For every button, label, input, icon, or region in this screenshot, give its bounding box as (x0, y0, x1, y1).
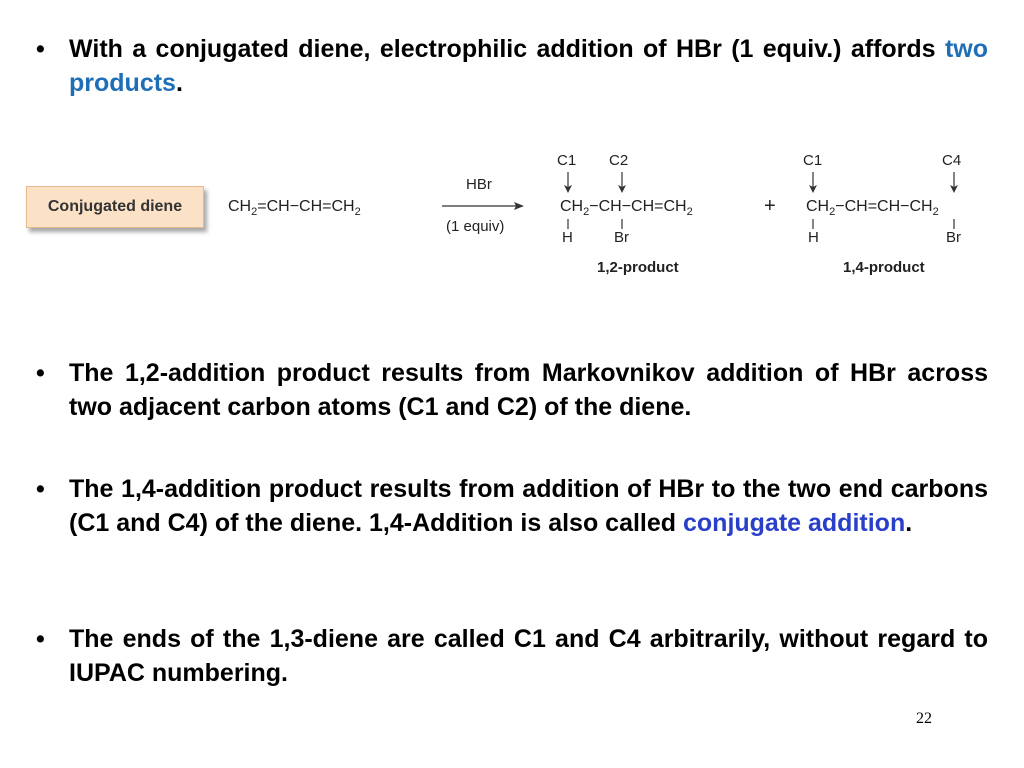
product1-c1-label: C1 (557, 152, 577, 169)
page-number: 22 (916, 710, 932, 727)
bullet-4 (36, 622, 988, 690)
bullet-marker: • (36, 475, 45, 503)
diene-formula: $CH_2=CH-CH=CH_2$ (228, 198, 361, 219)
bullet-1-end: . (175, 69, 183, 97)
product2-pointer-arrows (800, 170, 970, 194)
bullet-2 (36, 356, 988, 424)
product1-name: 1,2-product (597, 259, 679, 276)
bullet-1-highlight: two products (69, 35, 988, 97)
condition-label: (1 equiv) (446, 218, 505, 235)
product1-h: H (562, 229, 573, 246)
product2-br: Br (946, 229, 961, 246)
reaction-arrow (440, 200, 526, 212)
bullet-3-highlight: conjugate addition (683, 509, 906, 537)
product1-pointer-arrows (556, 170, 636, 194)
bullet-2-text: The 1,2-addition product results from Markovnikov addition of HBr across two adjacent carbon atoms (C1 and C2) of the diene. (69, 359, 988, 421)
product2-name: 1,4-product (843, 259, 925, 276)
product1-formula: $CH_2-CH-CH=CH_2$ (560, 198, 693, 219)
bullet-marker: • (36, 35, 45, 63)
product1-br: Br (614, 229, 629, 246)
product2-bonds (800, 218, 970, 230)
product2-c4-label: C4 (942, 152, 962, 169)
bullet-3-end: . (905, 509, 913, 537)
product2-h: H (808, 229, 819, 246)
bullet-1-text: With a conjugated diene, electrophilic addition of HBr (1 equiv.) affords (69, 35, 945, 63)
bullet-marker: • (36, 625, 45, 653)
product2-c1-label: C1 (803, 152, 823, 169)
bullet-3 (36, 472, 988, 540)
conjugated-diene-label: Conjugated diene (26, 186, 204, 228)
reagent-label: HBr (466, 176, 492, 193)
bullet-4-text: The ends of the 1,3-diene are called C1 and C4 arbitrarily, without regard to IUPAC numbering. (69, 625, 988, 687)
plus-sign: + (764, 195, 776, 217)
bullet-3-text: The 1,4-addition product results from addition of HBr to the two end carbons (C1 and C4) of the diene. 1,4-Addition is also called (69, 475, 988, 537)
product1-c2-label: C2 (609, 152, 629, 169)
bullet-marker: • (36, 359, 45, 387)
product2-formula: $CH_2-CH=CH-CH_2$ (806, 198, 939, 219)
bullet-1 (36, 32, 988, 100)
